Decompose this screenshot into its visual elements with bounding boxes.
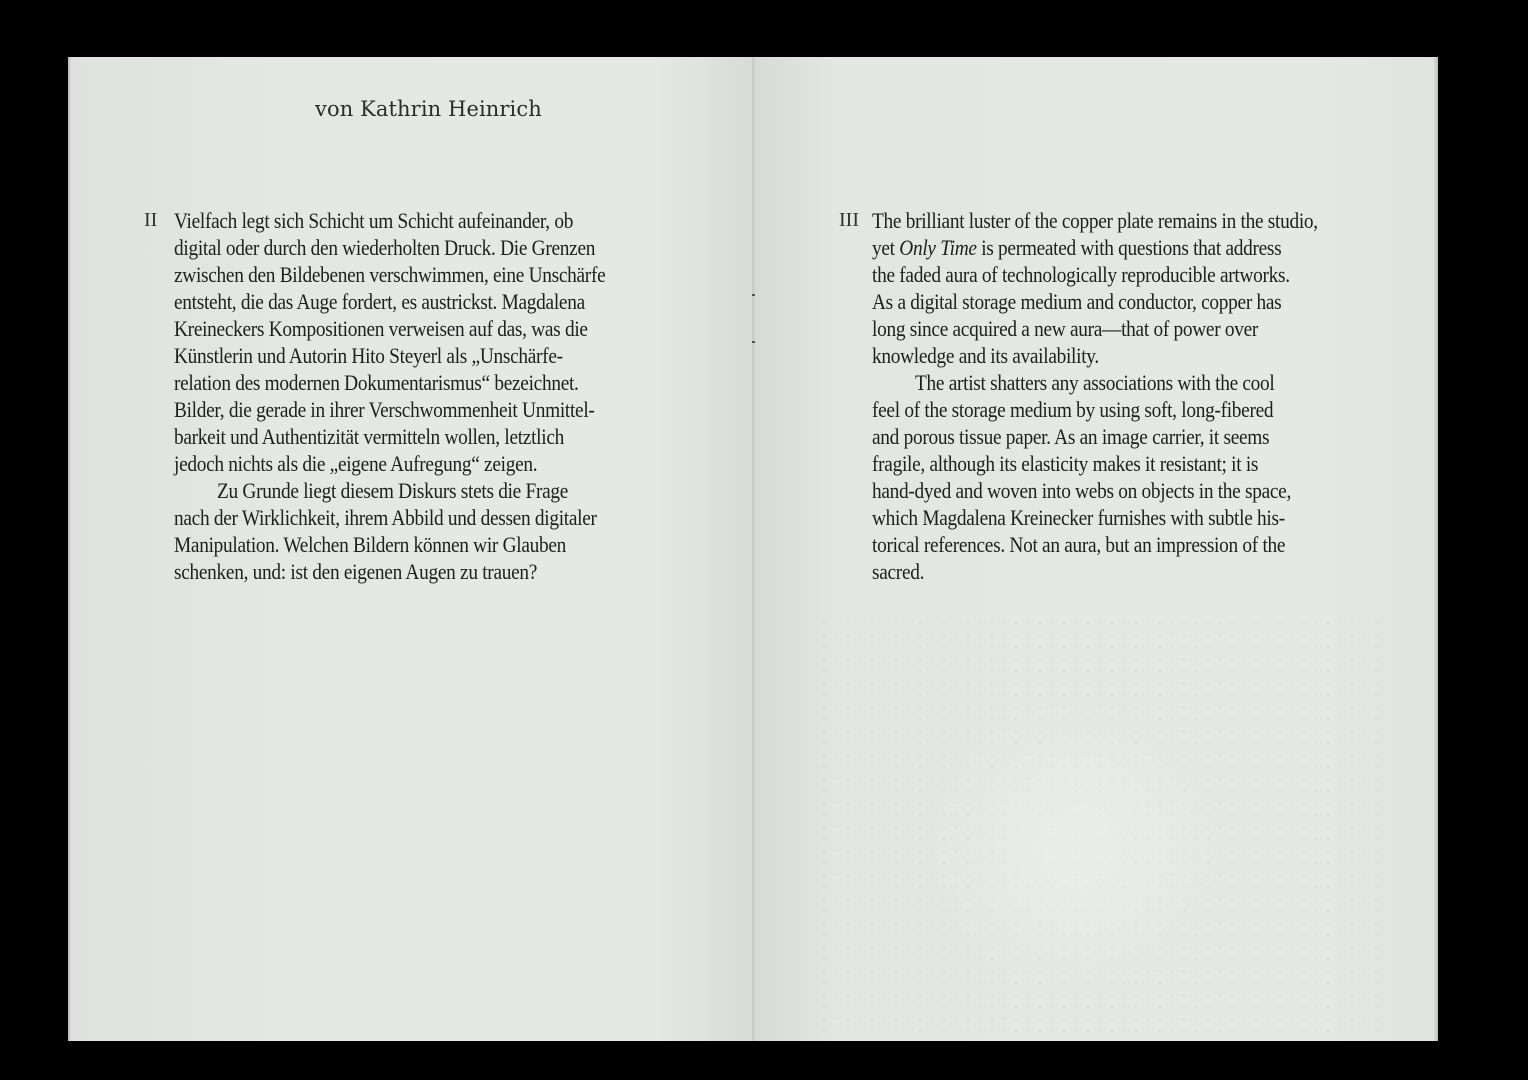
- text-line: nach der Wirklichkeit, ihrem Abbild und dessen digitaler: [174, 505, 597, 530]
- text-line: the faded aura of technologically reproducible artworks.: [872, 262, 1290, 287]
- text-line: barkeit und Authentizität vermitteln wollen, letztlich: [174, 424, 564, 449]
- text-line: Kreineckers Kompositionen verweisen auf das, was die: [174, 316, 588, 341]
- text-line: relation des modernen Dokumentarismus“ bezeichnet.: [174, 370, 579, 395]
- text-line: The brilliant luster of the copper plate remains in the studio,: [872, 208, 1318, 233]
- text-line: Manipulation. Welchen Bildern können wir Glauben: [174, 532, 567, 557]
- text-line: As a digital storage medium and conductor, copper has: [872, 289, 1282, 314]
- left-text-column: [174, 207, 605, 585]
- text-line: entsteht, die das Auge fordert, es austrickst. Magdalena: [174, 289, 585, 314]
- text-line: schenken, und: ist den eigenen Augen zu trauen?: [174, 559, 538, 584]
- text-line: The artist shatters any associations with the cool: [915, 370, 1275, 395]
- right-page-edge: [1434, 57, 1438, 1041]
- text-line: Zu Grunde liegt diesem Diskurs stets die Frage: [217, 478, 569, 503]
- text-line: sacred.: [872, 559, 925, 584]
- gutter-mark: [752, 294, 755, 296]
- text-line: Bilder, die gerade in ihrer Verschwommenheit Unmittel-: [174, 397, 595, 422]
- right-text-column: [872, 207, 1318, 585]
- text-line: Künstlerin und Autorin Hito Steyerl als „Unschärfe-: [174, 343, 563, 368]
- text-fragment: yet: [872, 235, 900, 260]
- text-line: torical references. Not an aura, but an impression of the: [872, 532, 1286, 557]
- text-line: and porous tissue paper. As an image carrier, it seems: [872, 424, 1270, 449]
- text-line: hand-dyed and woven into webs on objects in the space,: [872, 478, 1292, 503]
- text-line: knowledge and its availability.: [872, 343, 1099, 368]
- text-line: jedoch nichts als die „eigene Aufregung“ zeigen.: [174, 451, 538, 476]
- text-line: zwischen den Bildebenen verschwimmen, eine Unschärfe: [174, 262, 606, 287]
- author-line: von Kathrin Heinrich: [315, 97, 542, 121]
- left-page-edge: [68, 57, 71, 1041]
- section-number-right: III: [839, 209, 859, 231]
- gutter-mark: [752, 341, 755, 343]
- book-gutter: [752, 57, 755, 1041]
- section-number-left: II: [144, 209, 158, 231]
- text-line: which Magdalena Kreinecker furnishes with subtle his-: [872, 505, 1285, 530]
- text-line: [872, 234, 1318, 261]
- text-line: Vielfach legt sich Schicht um Schicht aufeinander, ob: [174, 208, 574, 233]
- text-line: digital oder durch den wiederholten Druck. Die Grenzen: [174, 235, 596, 260]
- text-fragment: is permeated with questions that address: [976, 235, 1282, 260]
- book-spread: [68, 57, 1438, 1041]
- text-line: long since acquired a new aura—that of power over: [872, 316, 1259, 341]
- text-line: fragile, although its elasticity makes it resistant; it is: [872, 451, 1259, 476]
- text-line: feel of the storage medium by using soft, long-fibered: [872, 397, 1274, 422]
- show-through-shape: [928, 697, 1228, 997]
- work-title: Only Time: [899, 235, 977, 260]
